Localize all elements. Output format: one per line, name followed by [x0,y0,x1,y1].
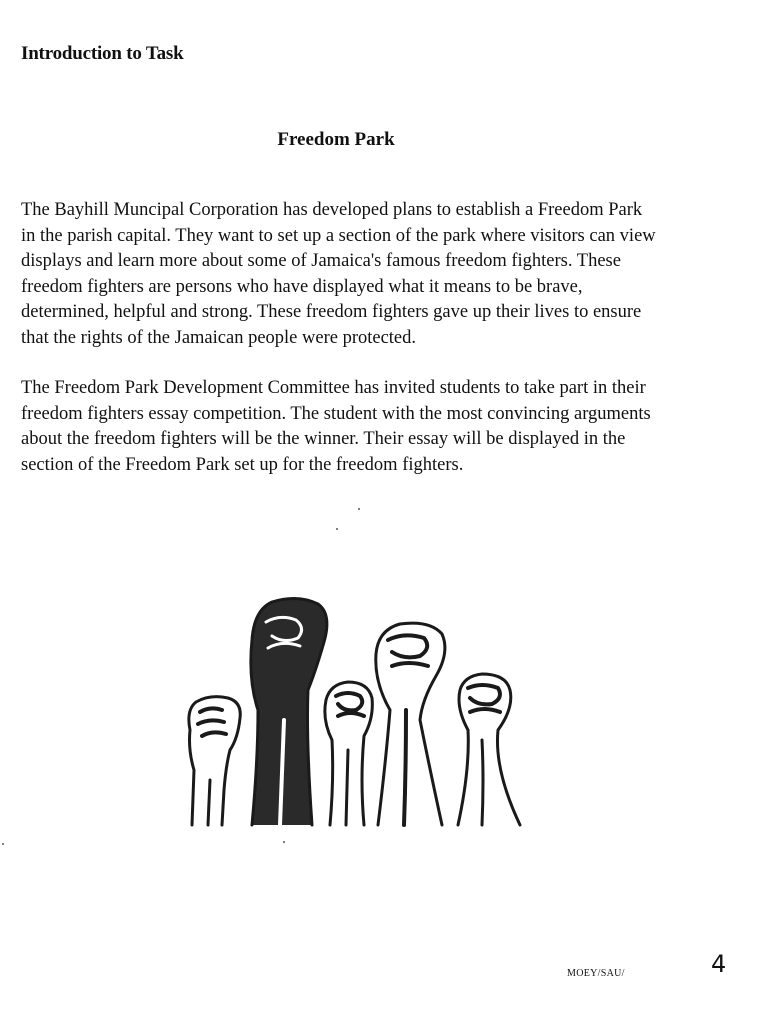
fist-icon [189,697,240,825]
paragraph-line: The Bayhill Muncipal Corporation has developed plans to establish a Freedom Park [21,200,643,220]
paragraph-line: that the rights of the Jamaican people were protected. [21,327,417,348]
raised-fists-icon [180,590,530,830]
scan-speck [283,841,285,843]
paragraph-line: freedom fighters essay competition. The student with the most convincing arguments [21,403,651,424]
competition-paragraph [21,376,741,478]
fist-icon [376,623,445,825]
fist-icon [251,598,327,825]
intro-paragraph [21,198,741,351]
fist-icon [458,674,520,825]
paragraph-line: freedom fighters are persons who have displayed what it means to be brave, [21,276,583,297]
fist-icon [325,682,372,825]
document-title: Freedom Park [277,129,395,150]
paragraph-line: about the freedom fighters will be the winner. Their essay will be displayed in the [21,429,626,449]
scan-speck [2,843,4,845]
footer-code: MOEY/SAU/ [567,968,625,979]
paragraph-line: displays and learn more about some of Jamaica's famous freedom fighters. These [21,251,621,271]
scan-speck [358,508,360,510]
paragraph-line: determined, helpful and strong. These freedom fighters gave up their lives to ensure [21,302,642,322]
scan-speck [336,528,338,530]
page-number: 4 [711,950,727,978]
paragraph-line: The Freedom Park Development Committee has invited students to take part in their [21,378,646,398]
paragraph-line: in the parish capital. They want to set up a section of the park where visitors can view [21,225,656,246]
paragraph-line: section of the Freedom Park set up for the freedom fighters. [21,454,464,475]
section-heading: Introduction to Task [21,43,184,64]
